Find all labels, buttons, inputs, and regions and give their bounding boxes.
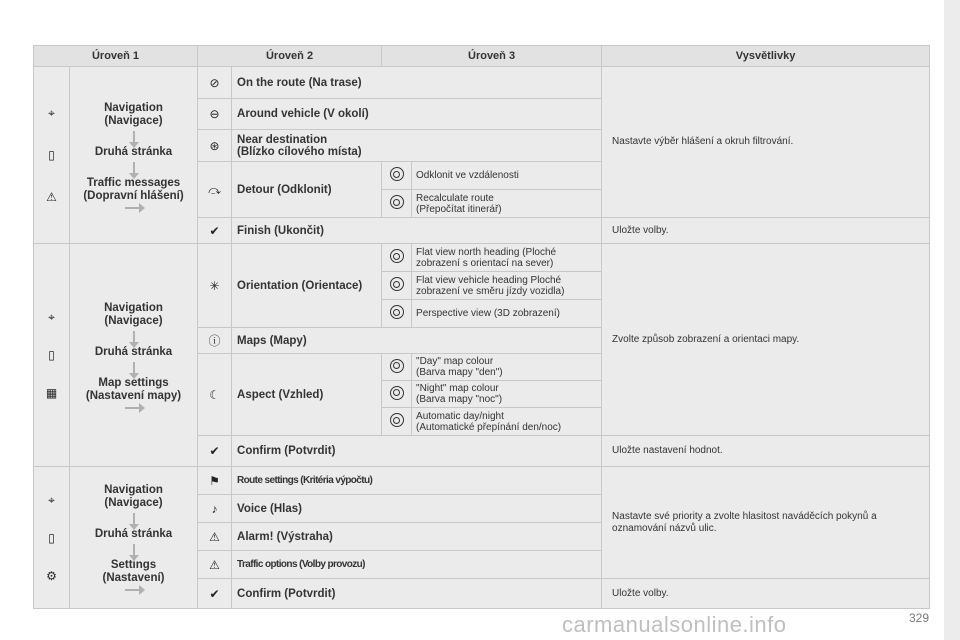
route-icon: ⊘ [209,75,220,90]
route-settings-icon-cell [198,467,232,495]
alarm: Alarm! (Výstraha) [232,523,602,551]
page-icon: ▯ [48,348,55,362]
info-icon-cell [198,328,232,354]
route-settings: Route settings (Kritéria výpočtu) [232,467,602,495]
traffic-options-icon-cell [198,551,232,579]
alarm-icon: ⚠ [209,529,220,544]
recalculate-route: Recalculate route (Přepočítat itinerář) [412,190,602,218]
radio-cell [382,408,412,436]
target-icon: ⌖ [48,310,55,324]
arrow-right-icon [125,589,139,591]
traffic-icon: ⚠ [209,557,220,572]
second-page: Druhá stránka [94,528,173,540]
radio-cell [382,190,412,218]
detour-icon: ⤼ [208,182,221,197]
radio-cell [382,354,412,381]
alarm-icon-cell [198,523,232,551]
maps: Maps (Mapy) [232,328,602,354]
radio-icon[interactable] [390,167,404,181]
menu-table [33,45,930,609]
auto-day-night: Automatic day/night (Automatické přepínání den/noc) [412,408,602,436]
block1-nav [70,67,198,244]
compass-icon-cell [198,244,232,328]
confirm: Confirm (Potvrdit) [232,436,602,467]
route-icon-cell [198,67,232,99]
arrow-right-icon [125,207,139,209]
finish: Finish (Ukončit) [232,218,602,244]
header-level2: Úroveň 2 [198,46,382,67]
target-icon: ⌖ [48,492,55,507]
confirm: Confirm (Potvrdit) [232,579,602,609]
arrow-down-icon [133,331,135,343]
sun-moon-icon-cell [198,354,232,436]
block2-explanation: Zvolte způsob zobrazení a orientaci mapy. [602,244,930,436]
day-colour: "Day" map colour (Barva mapy "den") [412,354,602,381]
detour-distance: Odklonit ve vzdálenosti [412,162,602,190]
radio-icon[interactable] [390,195,404,209]
settings: Settings (Nastavení) [102,559,165,584]
flat-north: Flat view north heading (Ploché zobrazení s orientací na sever) [412,244,602,272]
radio-icon[interactable] [390,359,404,373]
orientation: Orientation (Orientace) [232,244,382,328]
night-colour: "Night" map colour (Barva mapy "noc") [412,381,602,408]
page-number: 329 [908,611,929,625]
traffic-icon: ⚠ [46,190,57,204]
check-icon: ✔ [209,223,220,238]
grid-icon: ▦ [45,386,58,400]
target-icon: ⌖ [48,106,55,120]
block1-finish-explanation: Uložte volby. [602,218,930,244]
arrow-down-icon [133,544,135,556]
compass-icon: ✳ [209,278,220,293]
block3-nav [70,467,198,609]
detour-icon-cell [198,162,232,218]
block1-explanation: Nastavte výběr hlášení a okruh filtrování. [602,67,930,218]
destination-icon: ⊛ [209,138,220,153]
traffic-messages: Traffic messages (Dopravní hlášení) [83,176,184,202]
on-the-route: On the route (Na trase) [232,67,602,99]
block3-icons [34,467,70,609]
flat-vehicle: Flat view vehicle heading Ploché zobrazení ve směru jízdy vozidla) [412,272,602,300]
block3-confirm-explanation: Uložte volby. [602,579,930,609]
perspective-view: Perspective view (3D zobrazení) [412,300,602,328]
nav-title: Navigation (Navigace) [104,301,163,327]
block2-confirm-explanation: Uložte nastavení hodnot. [602,436,930,467]
radio-cell [382,244,412,272]
block1-icons [34,67,70,244]
second-page: Druhá stránka [94,145,173,158]
voice: Voice (Hlas) [232,495,602,523]
destination-icon-cell [198,130,232,162]
voice-icon: ♪ [211,501,218,516]
arrow-down-icon [133,362,135,374]
detour: Detour (Odklonit) [232,162,382,218]
page-icon: ▯ [48,530,55,545]
around-vehicle: Around vehicle (V okolí) [232,99,602,130]
radio-icon[interactable] [390,413,404,427]
settings-icon: ⚙ [46,568,57,583]
radio-cell [382,381,412,408]
block3-explanation: Nastavte své priority a zvolte hlasitost naváděcích pokynů a oznamování názvů ulic. [602,467,930,579]
radio-icon[interactable] [390,305,404,319]
route-settings-icon: ⚑ [209,473,220,488]
second-page: Druhá stránka [94,345,173,358]
check-cell [198,218,232,244]
arrow-down-icon [133,162,135,174]
check-icon: ✔ [209,586,220,601]
nav-title: Navigation (Navigace) [104,484,163,509]
arrow-right-icon [125,407,139,409]
near-destination: Near destination (Blízko cílového místa) [232,130,602,162]
check-cell [198,579,232,609]
map-settings: Map settings (Nastavení mapy) [85,376,182,402]
arrow-down-icon [133,131,135,143]
nav-title: Navigation (Navigace) [104,101,163,127]
header-level3: Úroveň 3 [382,46,602,67]
radio-icon[interactable] [390,386,404,400]
header-explanation: Vysvětlivky [602,46,930,67]
radio-icon[interactable] [390,277,404,291]
voice-icon-cell [198,495,232,523]
info-icon: ⓘ [208,333,221,348]
header-level1: Úroveň 1 [34,46,198,67]
page-icon: ▯ [48,148,55,162]
radio-cell [382,162,412,190]
check-icon: ✔ [209,444,220,458]
around-icon-cell [198,99,232,130]
watermark: carmanualsonline.info [562,612,787,637]
around-vehicle-icon: ⊖ [209,107,220,121]
radio-cell [382,272,412,300]
radio-icon[interactable] [390,249,404,263]
block2-icons [34,244,70,467]
arrow-down-icon [133,513,135,525]
check-cell [198,436,232,467]
radio-cell [382,300,412,328]
traffic-options: Traffic options (Volby provozu) [232,551,602,579]
block2-nav [70,244,198,467]
page-edge-bar [944,0,960,640]
sun-moon-icon: ☾ [209,387,220,402]
aspect: Aspect (Vzhled) [232,354,382,436]
